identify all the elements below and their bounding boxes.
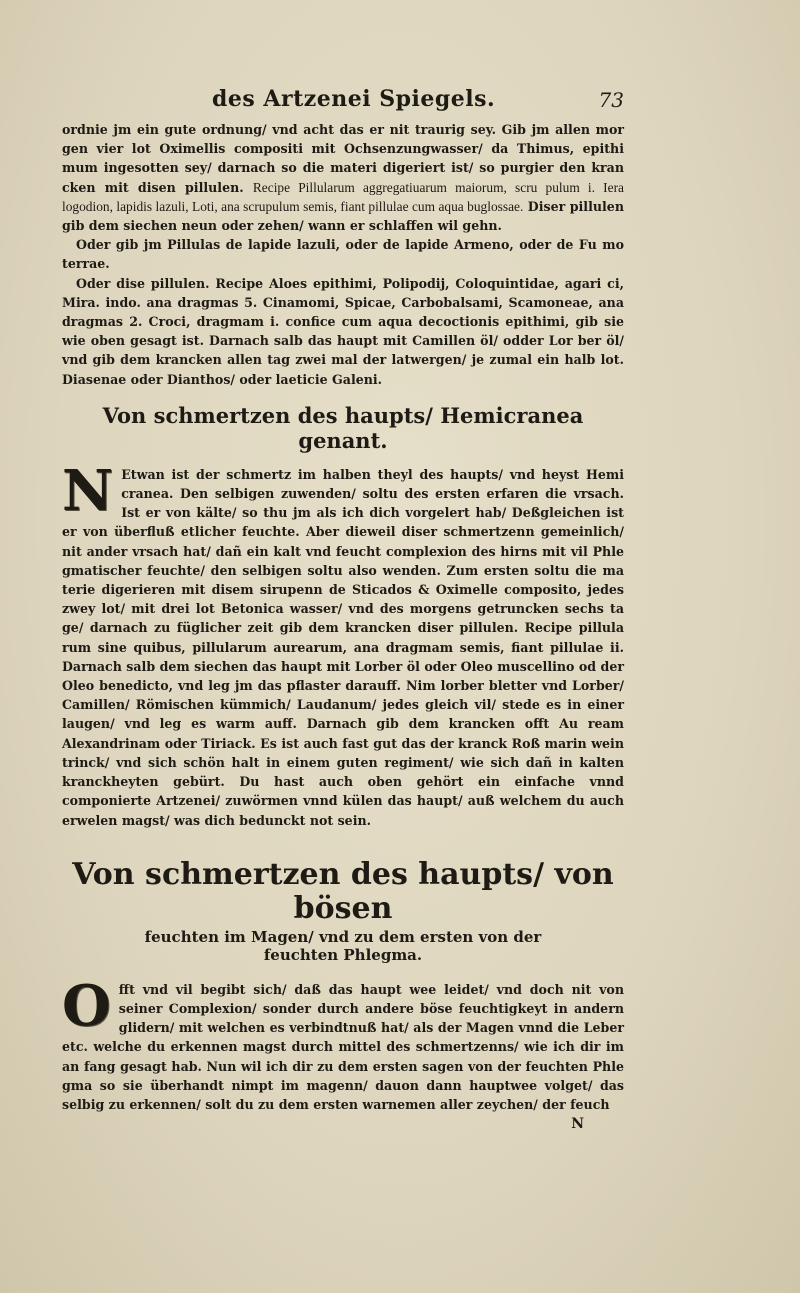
paragraph-1-recipe: Recipe Pillularum aggregatiuarum maiorum, scru pulum i. Iera logodion, lapidis lazuli, Loti, ana scrupulum semis, fiant pillulae cum aqua buglossae. — [62, 179, 624, 214]
running-title: des Artzenei Spiegels. — [212, 86, 496, 112]
paragraph-1 — [62, 120, 624, 235]
paragraph-3: Oder dise pillulen. Recipe Aloes epithimi, Polipodij, Coloquintidae, agari ci, Mira. indo. ana dragmas 5. Cinamomi, Spicae, Carbobalsami, Scamoneae, ana dragmas 2. Croci, dragmam i. confice cum aqua decoctionis epithimi, gib sie wie oben gesagt ist. Darnach salb das haupt mit Camillen öl/ odder Lor ber öl/ vnd gib dem krancken allen tag zwei mal der latwergen/ je zumal ein halb lot. Diasenae oder Dianthos/ oder laeticie Galeni. — [62, 275, 624, 387]
section-subheading-line-2: feuchten Phlegma. — [263, 945, 423, 964]
paragraph-1-end: Diser pillulen gib dem siechen neun oder zehen/ wann er schlaffen wil gehn. — [62, 198, 624, 234]
section-heading-phlegma: Von schmertzen des haupts/ von bösen — [72, 856, 614, 926]
running-head — [62, 86, 624, 120]
section-subheading-line-1: feuchten im Magen/ vnd zu dem ersten von der — [144, 927, 542, 946]
text-block — [62, 86, 624, 1132]
paragraph-5-text: fft vnd vil begibt sich/ daß das haupt wee leidet/ vnd doch nit von seiner Complexion/ sonder durch andere böse feuchtigkeyt in andern glidern/ mit welchen es verbindtnuß hat/ als der Magen vnnd die Leber etc. welche du erkennen magst durch mittel des schmertzenns/ wie ich dir im an fang gesagt hab. Nun wil ich dir zu dem ersten sagen von der feuchten Phle gma so sie überhandt nimpt im magenn/ dauon dann hauptwee volget/ das selbig zu erkennen/ solt du zu dem ersten warnemen aller zeychen/ der feuch — [62, 981, 624, 1112]
paragraph-4 — [62, 457, 624, 830]
catchword: N — [571, 1116, 584, 1133]
folio-number: 73 — [598, 88, 624, 112]
decorated-initial-o: O — [62, 972, 111, 1039]
paragraph-4-text: Etwan ist der schmertz im halben theyl des haupts/ vnd heyst Hemi cranea. Den selbigen zuwenden/ soltu des ersten erfaren die vrsach. Ist er von kälte/ so thu jm als ich dich vorgelert hab/ Deßgleichen ist er von überfluß etlicher feuchte. Aber dieweil diser schmertzenn gemeinlich/ nit ander vrsach hat/ dañ ein kalt vnd feucht complexion des hirns mit vil Phle gmatischer feuchte/ den selbigen soltu also wenden. Zum ersten soltu die ma terie digerieren mit disem sirupenn de Sticados & Oximelle composito, jedes zwey lot/ mit drei lot Betonica wasser/ vnd des morgens getruncken sechs ta ge/ darnach zu füglicher zeit gib dem krancken diser pillulen. Recipe pillula rum sine quibus, pillularum aurearum, ana dragmam semis, fiant pillulae ii. Darnach salb dem siechen das haupt mit Lorber öl oder Oleo muscellino od der Oleo benedicto, vnd leg jm das pflaster darauff. Nim lorber bletter vnd Lorber/ Camillen/ Römischen kümmich/ Laudanum/ jedes gleich vil/ stede es in einer laugen/ vnd leg es warm auff. Darnach gib dem krancken offt Au ream Alexandrinam oder Tiriack. Es ist auch fast gut das der kranck Roß marin wein trinck/ vnd sich schön halt in einem guten regiment/ wie sich dañ in kalten kranckheyten gebürt. Du hast auch oben gehört ein einfache vnnd componierte Artzenei/ zuwörmen vnnd külen das haupt/ auß welchem du auch erwelen magst/ was dich bedunckt not sein. — [62, 466, 624, 828]
paragraph-2: Oder gib jm Pillulas de lapide lazuli, oder de lapide Armeno, oder de Fu mo terrae. — [62, 237, 624, 272]
section-heading-hemicranea: Von schmertzen des haupts/ Hemicranea genant. — [102, 402, 584, 453]
paragraph-5 — [62, 972, 624, 1114]
decorated-initial-n: N — [62, 457, 114, 524]
paragraph-1-text: ordnie jm ein gute ordnung/ vnd acht das er nit traurig sey. Gib jm allen mor gen vier lot Oximellis compositi mit Ochsenzungwasser/ da Thimus, epithi mum ingesotten sey/ darnach so die materi digeriert ist/ so purgier den kran cken mit disen pillulen. — [62, 122, 624, 195]
